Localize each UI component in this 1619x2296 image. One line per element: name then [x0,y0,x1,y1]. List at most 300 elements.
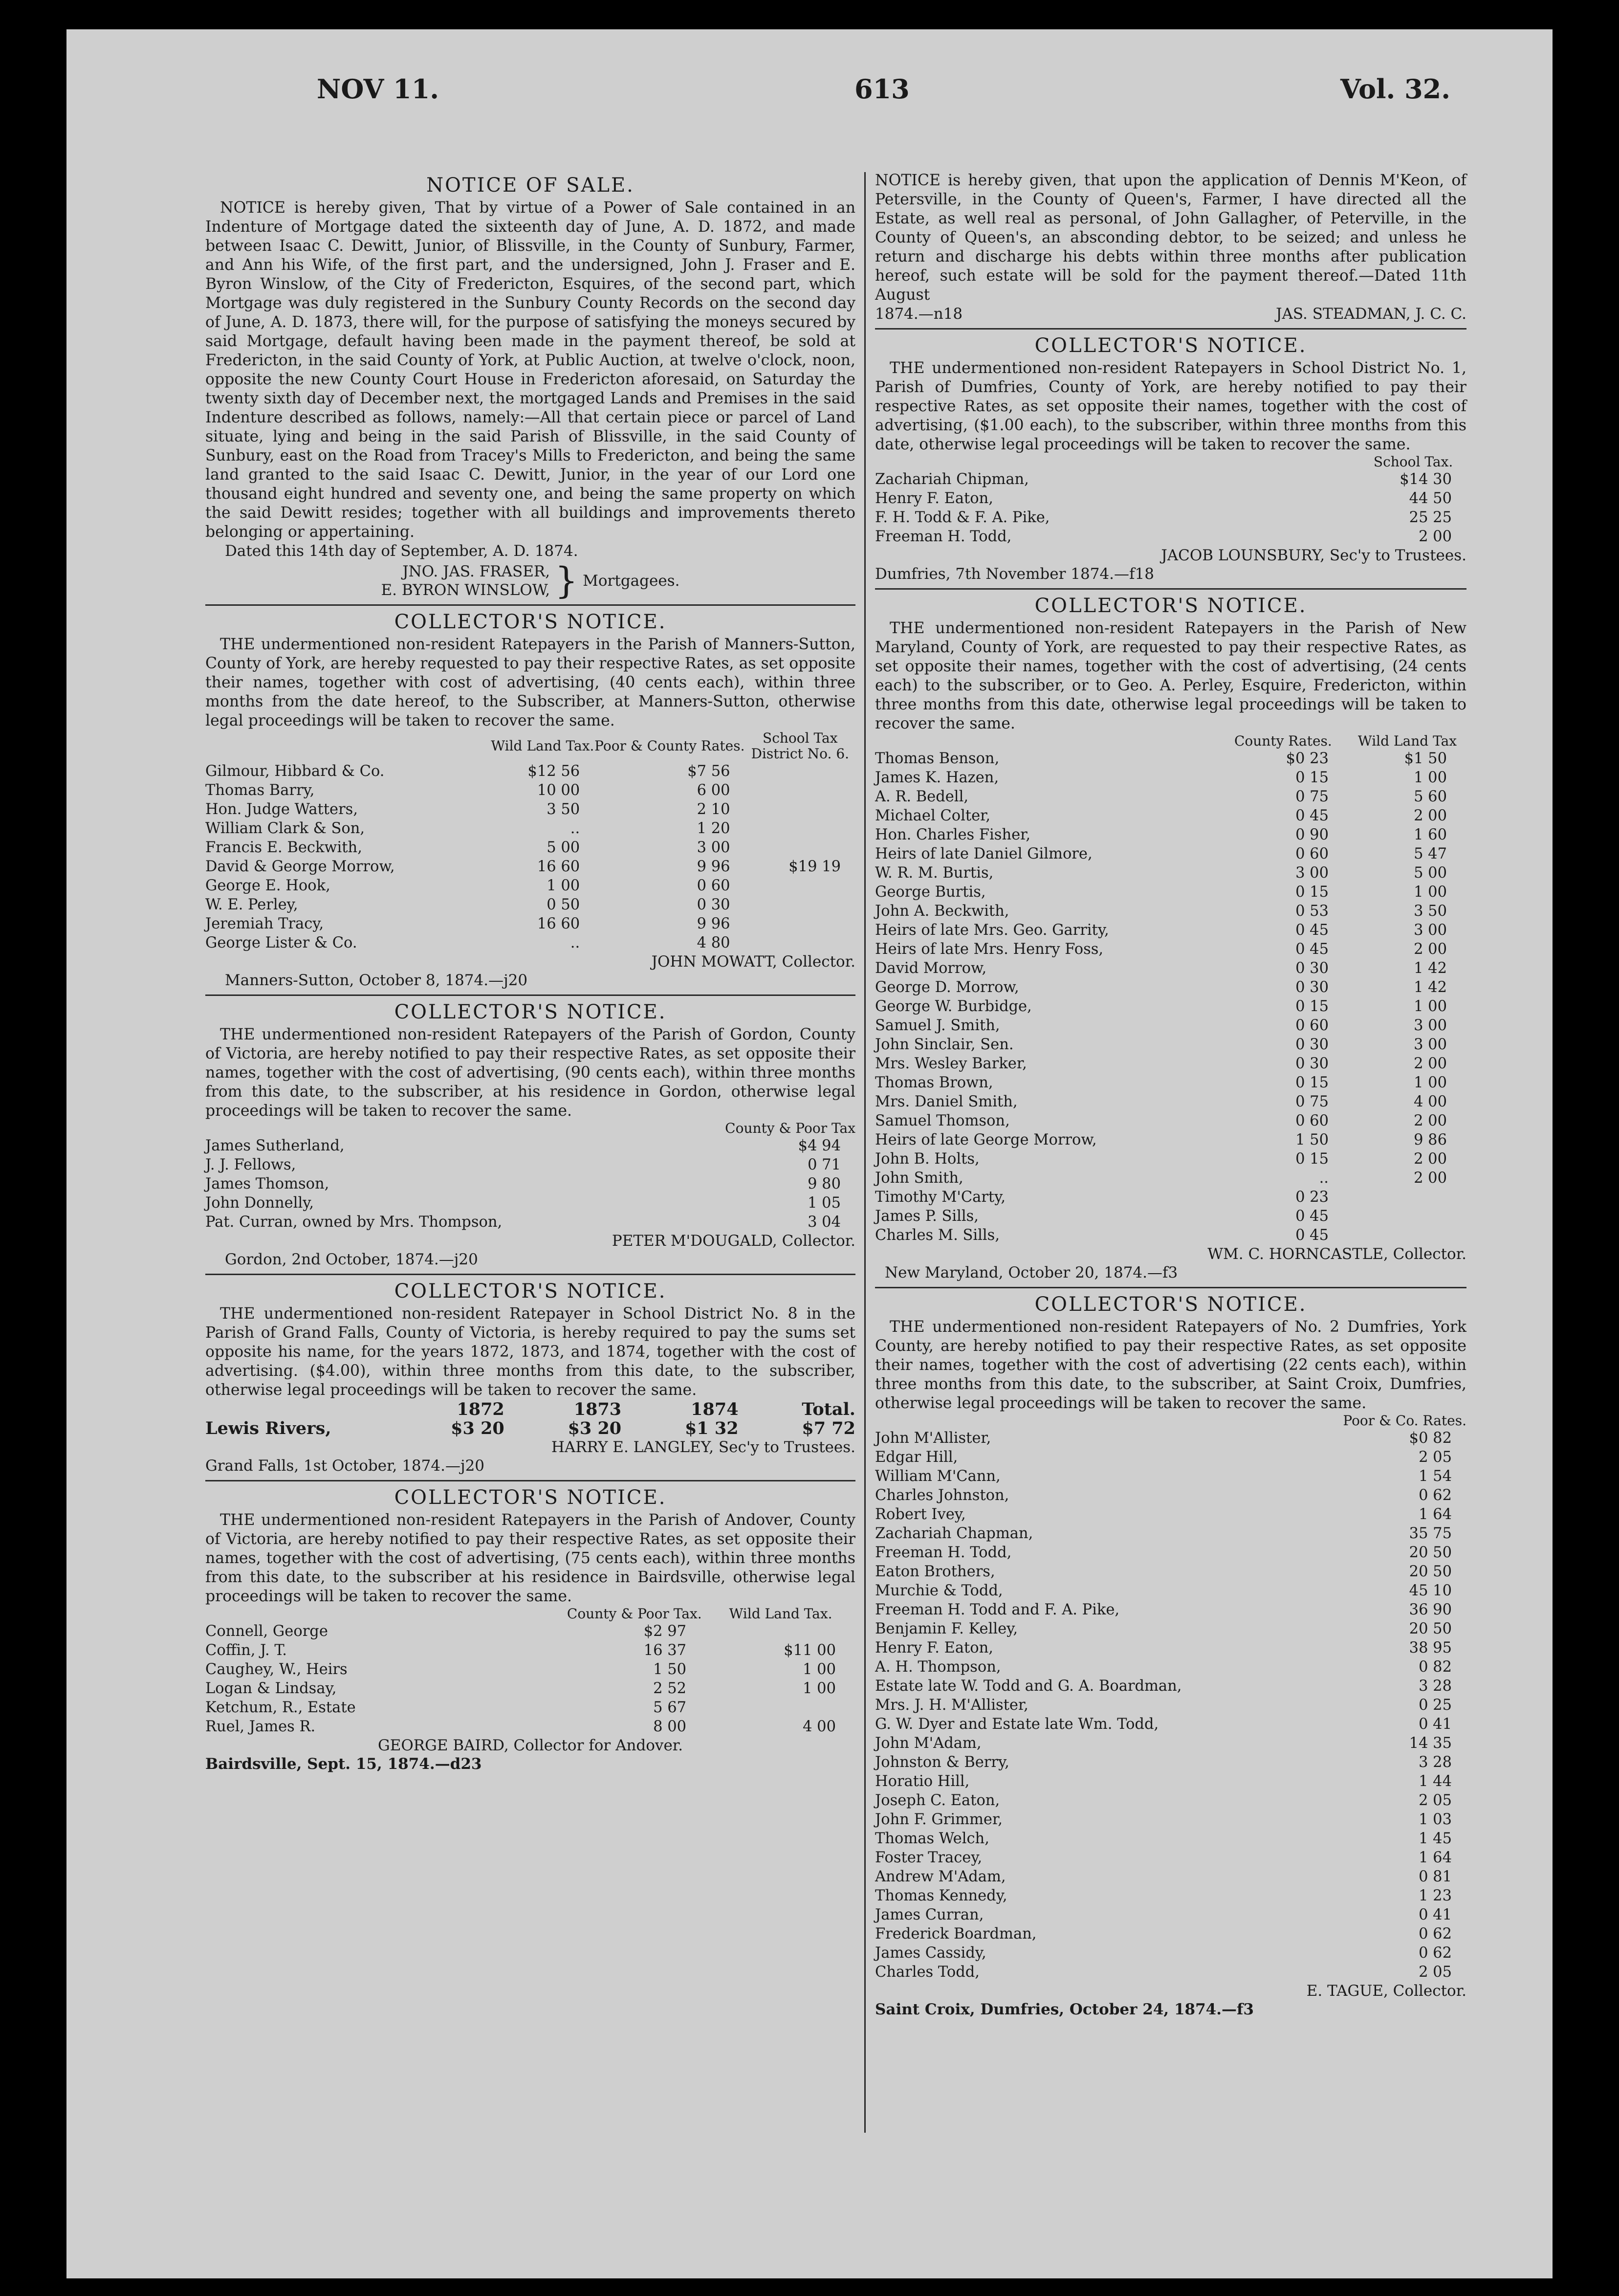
table-row [875,1111,1466,1130]
ratepayer-name: Mrs. Wesley Barker, [875,1055,1027,1072]
column-header: Wild Land Tax. [729,1606,832,1622]
amount: 3 00 [1414,1017,1447,1034]
ratepayer-name: Lewis Rivers, [205,1418,331,1438]
ratepayer-name: Charles M. Sills, [875,1227,1000,1244]
amount: 0 15 [1295,1074,1329,1091]
ratepayer-name: John B. Holts, [875,1150,980,1168]
ratepayer-name: Eaton Brothers, [875,1563,995,1580]
table-row [875,470,1466,489]
ratepayer-name: William Clark & Son, [205,820,365,837]
column-header: School Tax District No. 6. [751,730,850,762]
amount: 9 96 [697,858,730,875]
amount: 0 25 [1419,1697,1452,1714]
table-row [875,1581,1466,1600]
amount: 38 95 [1409,1639,1452,1656]
amount: $2 97 [643,1623,687,1640]
amount: 20 50 [1409,1563,1452,1580]
ratepayer-name: Ruel, James R. [205,1718,316,1735]
column-header: Wild Land Tax. [491,738,594,754]
notice-dateline: Bairdsville, Sept. 15, 1874.—d23 [205,1755,482,1773]
amount: 0 23 [1295,1189,1329,1206]
column-header: Poor & Co. Rates. [1343,1413,1466,1429]
mortgagee-name: E. BYRON WINSLOW, [381,581,550,599]
table-row [875,1600,1466,1619]
notice-body: NOTICE is hereby given, that upon the application of Dennis M'Keon, of Petersville, in the County of Queen's, Farmer, I have directed all the Estate, as well real as personal, of John Gallagher, of Peterville, in the County of Queen's, an absconding debtor, to be seized; and unless he return and discharge his debts within three months after publication hereof, such estate will be sold for the payment thereof.—Dated 11th August [875,172,1466,304]
table-row [205,781,855,800]
amount: 0 60 [697,877,730,894]
notice-dateline: Grand Falls, 1st October, 1874.—j20 [205,1457,485,1475]
ratepayer-name: James Sutherland, [205,1137,345,1154]
amount: 4 80 [697,934,730,951]
amount: 10 00 [537,782,580,799]
ratepayer-name: Coffin, J. T. [205,1642,287,1659]
amount: 3 00 [1295,864,1329,882]
amount: 0 41 [1419,1906,1452,1923]
table-row [875,1772,1466,1791]
table-row [875,1867,1466,1886]
section-rule [205,1274,855,1275]
column-divider [864,172,866,2133]
notice-title: COLLECTOR'S NOTICE. [394,1280,667,1303]
table-row [875,1448,1466,1467]
amount: 2 52 [653,1680,687,1697]
ratepayer-name: John Sinclair, Sen. [875,1036,1014,1053]
table-row [875,1505,1466,1524]
table-row [205,1622,855,1641]
notice-body: THE undermentioned non-resident Ratepayers of the Parish of Gordon, County of Victoria, are hereby notified to pay their respective Rates, as set opposite their names, together with the cost of advertising, (90 cents each), within three months from this date, to the subscriber, at his residence in Gordon, otherwise legal proceedings will be taken to recover the same. [205,1026,855,1120]
ratepayer-name: John M'Allister, [875,1430,991,1447]
amount: 0 30 [1295,1055,1329,1072]
amount: 0 45 [1295,922,1329,939]
ratepayer-name: James P. Sills, [875,1208,979,1225]
amount: 1 60 [1414,826,1447,843]
section-rule [205,994,855,996]
amount: 1 50 [653,1661,687,1678]
amount: 1 05 [808,1194,841,1212]
table-row [875,1188,1466,1207]
table-row [205,838,855,857]
notice-body: THE undermentioned non-resident Ratepayers in School District No. 1, Parish of Dumfries, County of York, are hereby notified to pay their respective Rates, as set opposite their names, together with the cost of advertising, ($1.00 each), to the subscriber, within three months from this date, otherwise legal proceedings will be taken to recover the same. [875,359,1466,453]
amount: 0 45 [1295,1208,1329,1225]
table-row [875,1467,1466,1486]
amount: 4 00 [1414,1093,1447,1110]
column-header: Poor & County Rates. [594,738,745,754]
notice-dateline: Manners-Sutton, October 8, 1874.—j20 [225,971,528,989]
ratepayer-name: Edgar Hill, [875,1449,958,1466]
table-row [875,1791,1466,1810]
amount: 25 25 [1409,509,1452,526]
table-row [875,527,1466,546]
absconding-debtor-notice [875,171,1466,323]
ratepayer-table [875,733,1466,1245]
amount [745,781,855,800]
amount: 0 90 [1295,826,1329,843]
amount: 2 00 [1414,1150,1447,1168]
ratepayer-name: James K. Hazen, [875,769,999,786]
amount: 1 64 [1419,1849,1452,1866]
volume-number: Vol. 32. [1340,73,1451,105]
notice-title: COLLECTOR'S NOTICE. [1034,334,1307,357]
table-row [875,1149,1466,1169]
ratepayer-name: David & George Morrow, [205,858,395,875]
notice-title: COLLECTOR'S NOTICE. [394,1001,667,1023]
ratepayer-name: Joseph C. Eaton, [875,1792,1000,1809]
amount: $14 30 [1400,471,1452,488]
section-rule [205,1480,855,1481]
notice-dateline: Gordon, 2nd October, 1874.—j20 [225,1251,478,1268]
ratepayer-name: Andrew M'Adam, [875,1868,1006,1885]
ratepayer-name: George D. Morrow, [875,979,1019,996]
section-rule [875,328,1466,330]
amount: 0 15 [1295,1150,1329,1168]
ratepayer-name: Mrs. Daniel Smith, [875,1093,1018,1110]
ratepayer-name: Heirs of late George Morrow, [875,1131,1097,1148]
ratepayer-name: A. R. Bedell, [875,788,969,805]
mortgagee-name: JNO. JAS. FRASER, [402,563,550,580]
amount: 0 45 [1295,1227,1329,1244]
ratepayer-name: John A. Beckwith, [875,903,1009,920]
amount: 2 05 [1419,1792,1452,1809]
amount [706,1698,855,1717]
ratepayer-name: Horatio Hill, [875,1773,970,1790]
table-row [875,1619,1466,1638]
table-row [875,1035,1466,1054]
ratepayer-name: Samuel J. Smith, [875,1017,1000,1034]
amount: 9 80 [808,1175,841,1192]
table-row [875,978,1466,997]
mortgagees-block [205,560,855,602]
table-row [205,933,855,952]
amount: 16 37 [643,1642,687,1659]
amount: 1 00 [803,1661,836,1678]
year-header: 1872 [457,1399,504,1419]
page-number: 613 [854,73,910,105]
collector-signature: WM. C. HORNCASTLE, Collector. [1207,1245,1466,1263]
ratepayer-name: W. E. Perley, [205,896,298,913]
ratepayer-table [205,1606,855,1736]
ratepayer-table [875,1413,1466,1982]
amount: 0 62 [1419,1925,1452,1943]
collector-notice-new-maryland [875,595,1466,1282]
amount: 36 90 [1409,1601,1452,1618]
amount: 0 30 [697,896,730,913]
amount: $4 94 [798,1137,841,1154]
notice-title: COLLECTOR'S NOTICE. [1034,1293,1307,1316]
ratepayer-name: Benjamin F. Kelley, [875,1620,1018,1637]
amount: 9 96 [697,915,730,932]
table-row [875,1657,1466,1677]
table-row [875,921,1466,940]
amount [745,914,855,933]
table-row [875,1524,1466,1543]
collector-signature: JACOB LOUNSBURY, Sec'y to Trustees. [1161,547,1466,564]
table-row [875,1169,1466,1188]
table-row [205,762,855,781]
amount: 2 00 [1419,528,1452,545]
amount: 5 47 [1414,845,1447,862]
table-row [875,940,1466,959]
amount: 0 50 [547,896,580,913]
notice-title: NOTICE OF SALE. [426,174,634,197]
column-header: County & Poor Tax. [567,1606,702,1622]
notice-dateline: 1874.—n18 [875,305,963,323]
amount: 0 15 [1295,769,1329,786]
ratepayer-name: G. W. Dyer and Estate late Wm. Todd, [875,1716,1159,1733]
year-table [205,1400,855,1438]
collector-signature: HARRY E. LANGLEY, Sec'y to Trustees. [551,1438,855,1456]
amount: 2 00 [1414,807,1447,824]
table-row [875,959,1466,978]
amount: $19 19 [788,858,841,875]
ratepayer-name: Freeman H. Todd, [875,528,1012,545]
ratepayer-name: George E. Hook, [205,877,330,894]
table-row [875,1905,1466,1924]
amount: 0 45 [1295,807,1329,824]
column-header: County Rates. [1234,733,1332,749]
amount: 0 82 [1419,1658,1452,1676]
table-row [205,1174,855,1193]
table-row [205,914,855,933]
amount: 45 10 [1409,1582,1452,1599]
amount: 20 50 [1409,1544,1452,1561]
ratepayer-name: Charles Todd, [875,1964,980,1981]
column-header: County & Poor Tax [725,1120,855,1136]
ratepayer-name: Connell, George [205,1623,328,1640]
table-row [205,895,855,914]
amount: 0 15 [1295,998,1329,1015]
amount: 3 50 [1414,903,1447,920]
amount [1348,1226,1466,1245]
table-row [205,819,855,838]
ratepayer-name: Henry F. Eaton, [875,490,994,507]
amount [745,895,855,914]
amount: 0 62 [1419,1944,1452,1962]
amount: 3 04 [808,1214,841,1231]
amount: 1 00 [1414,769,1447,786]
notice-body: THE undermentioned non-resident Ratepayers in the Parish of Manners-Sutton, County of York, are hereby requested to pay their respective Rates, as set opposite their names, together with cost of advertising, (40 cents each), within three months from the date hereof, to the Subscriber, at Manners-Sutton, otherwise legal proceedings will be taken to recover the same. [205,636,855,729]
ratepayer-name: A. H. Thompson, [875,1658,1001,1676]
table-row [875,1734,1466,1753]
amount: $1 32 [684,1418,739,1438]
ratepayer-name: Logan & Lindsay, [205,1680,337,1697]
ratepayer-name: Michael Colter, [875,807,991,824]
table-row [875,844,1466,863]
table-row [205,876,855,895]
amount: 2 00 [1414,1112,1447,1129]
ratepayer-name: Heirs of late Mrs. Henry Foss, [875,941,1104,958]
table-row [205,1660,855,1679]
table-row [205,1717,855,1736]
ratepayer-name: Johnston & Berry, [875,1754,1009,1771]
amount: $3 20 [568,1418,622,1438]
amount: 0 60 [1295,1017,1329,1034]
ratepayer-name: Frederick Boardman, [875,1925,1037,1943]
amount: 1 42 [1414,979,1447,996]
table-row [875,1226,1466,1245]
amount: .. [570,820,580,837]
ratepayer-name: Caughey, W., Heirs [205,1661,348,1678]
amount: $0 82 [1409,1430,1452,1447]
table-row [875,1562,1466,1581]
ratepayer-name: Ketchum, R., Estate [205,1699,356,1716]
amount: 2 10 [697,801,730,818]
ratepayer-name: David Morrow, [875,960,987,977]
amount: 0 30 [1295,960,1329,977]
notice-of-sale [205,174,855,602]
amount: 0 30 [1295,979,1329,996]
amount: 1 42 [1414,960,1447,977]
amount: 9 86 [1414,1131,1447,1148]
table-row [875,768,1466,787]
amount: 44 50 [1409,490,1452,507]
ratepayer-name: Freeman H. Todd and F. A. Pike, [875,1601,1120,1618]
amount: 1 45 [1419,1830,1452,1847]
notice-body: THE undermentioned non-resident Ratepayers of No. 2 Dumfries, York County, are hereby notified to pay their respective Rates, as set opposite their names, together with the cost of advertising (22 cents each), within three months from this date, to the subscriber, at Saint Croix, Dumfries, otherwise legal proceedings will be taken to recover the same. [875,1318,1466,1412]
amount: 0 71 [808,1156,841,1173]
amount: 1 23 [1419,1887,1452,1904]
ratepayer-name: Zachariah Chapman, [875,1525,1033,1542]
collector-notice-manners-sutton [205,611,855,990]
table-row [205,1193,855,1213]
ratepayer-name: James Thomson, [205,1175,329,1192]
table-row [205,1679,855,1698]
table-row [875,1073,1466,1092]
ratepayer-name: John Smith, [875,1170,963,1187]
amount [745,800,855,819]
judge-signature: JAS. STEADMAN, J. C. C. [1276,305,1466,323]
ratepayer-name: Zachariah Chipman, [875,471,1029,488]
ratepayer-name: George W. Burbidge, [875,998,1032,1015]
amount: 0 62 [1419,1487,1452,1504]
year-header: 1873 [573,1399,622,1419]
amount: 0 75 [1295,1093,1329,1110]
table-row [875,1924,1466,1943]
ratepayer-name: Pat. Curran, owned by Mrs. Thompson, [205,1214,503,1231]
amount: $1 50 [1404,750,1447,767]
ratepayer-name: Henry F. Eaton, [875,1639,994,1656]
amount: 1 00 [803,1680,836,1697]
table-row [875,1638,1466,1657]
issue-date: NOV 11. [317,73,439,105]
amount: 2 00 [1414,1055,1447,1072]
notice-body: NOTICE is hereby given, That by virtue of a Power of Sale contained in an Indenture of Mortgage dated the sixteenth day of June, A. D. 1872, and made between Isaac C. Dewitt, Junior, of Blissville, in the County of Sunbury, Farmer, and Ann his Wife, of the first part, and the undersigned, John J. Fraser and E. Byron Winslow, of the City of Fredericton, Esquires, of the second part, which Mortgage was duly registered in the Sunbury County Records on the second day of June, A. D. 1873, there will, for the purpose of satisfying the moneys secured by said Mortgage, default having been made in the payment thereof, be sold at Fredericton, in the said County of York, at Public Auction, at twelve o'clock, noon, opposite the new County Court House in Fredericton aforesaid, on Saturday the twenty sixth day of December next, the mortgaged Lands and Premises in the said Indenture described as follows, namely:—All that certain piece or parcel of Land situate, lying and being in the said Parish of Blissville, in the said County of Sunbury, east on the Road from Tracey's Mills to Fredericton, and being the same land granted to the said Isaac C. Dewitt, Junior, in the year of our Lord one thousand eight hundred and seventy one, and being the same property on which the said Dewitt resides; together with all buildings and improvements thereto belonging or appertaining. [205,199,855,541]
amount: $11 00 [784,1642,836,1659]
section-rule [875,1287,1466,1288]
ratepayer-name: John F. Grimmer, [875,1811,1003,1828]
collector-notice-gordon [205,1001,855,1269]
amount: 0 53 [1295,903,1329,920]
amount [1348,1207,1466,1226]
table-row [875,902,1466,921]
ratepayer-name: George Lister & Co. [205,934,357,951]
amount: 3 28 [1419,1678,1452,1695]
table-row [875,1677,1466,1696]
amount: 1 00 [1414,998,1447,1015]
amount: 1 50 [1295,1131,1329,1148]
table-row [875,1543,1466,1562]
collector-notice-andover [205,1486,855,1773]
amount: 16 60 [537,915,580,932]
ratepayer-name: Gilmour, Hibbard & Co. [205,763,385,780]
ratepayer-name: William M'Cann, [875,1468,1001,1485]
ratepayer-name: Robert Ivey, [875,1506,966,1523]
amount: 1 03 [1419,1811,1452,1828]
amount: 2 00 [1414,941,1447,958]
year-header: 1874 [691,1399,739,1419]
mortgagees-label: Mortgagees. [583,572,680,590]
ratepayer-name: Thomas Welch, [875,1830,989,1847]
ratepayer-name: Freeman H. Todd, [875,1544,1012,1561]
ratepayer-name: John M'Adam, [875,1735,982,1752]
brace-glyph: } [555,560,578,602]
amount: 5 60 [1414,788,1447,805]
ratepayer-name: Thomas Kennedy, [875,1887,1007,1904]
table-row [875,1054,1466,1073]
table-row [875,883,1466,902]
table-row [875,1696,1466,1715]
ratepayer-name: Timothy M'Carty, [875,1189,1006,1206]
amount: 1 00 [1414,1074,1447,1091]
ratepayer-name: Estate late W. Todd and G. A. Boardman, [875,1678,1182,1695]
collector-notice-dumfries-1 [875,334,1466,583]
amount: 1 00 [547,877,580,894]
table-row [875,806,1466,825]
amount: 5 67 [653,1699,687,1716]
table-row [875,1486,1466,1505]
amount [745,762,855,781]
amount: 1 64 [1419,1506,1452,1523]
amount [706,1622,855,1641]
ratepayer-table [205,1121,855,1232]
amount: 35 75 [1409,1525,1452,1542]
right-column [875,171,1466,2019]
amount: 5 00 [1414,864,1447,882]
table-row [875,997,1466,1016]
amount: 14 35 [1409,1735,1452,1752]
notice-body: THE undermentioned non-resident Ratepayers in the Parish of Andover, County of Victoria, are hereby notified to pay their respective Rates, as set opposite their names, together with the cost of advertising, (75 cents each), within three months from this date, to the subscriber at his residence in Bairdsville, otherwise legal proceedings will be taken to recover the same. [205,1511,855,1605]
table-row [875,508,1466,527]
table-row [875,1715,1466,1734]
ratepayer-name: Hon. Charles Fisher, [875,826,1031,843]
amount: $0 23 [1286,750,1329,767]
table-row [875,1848,1466,1867]
table-row [875,1016,1466,1035]
table-row [875,749,1466,768]
column-header: School Tax. [1373,454,1453,470]
table-row [875,863,1466,883]
amount [745,933,855,952]
ratepayer-name: Jeremiah Tracy, [205,915,324,932]
table-row [875,1130,1466,1149]
ratepayer-name: W. R. M. Burtis, [875,864,994,882]
ratepayer-name: J. J. Fellows, [205,1156,296,1173]
table-row [875,1810,1466,1829]
table-row [205,1136,855,1155]
ratepayer-table [875,454,1466,546]
ratepayer-name: Thomas Brown, [875,1074,993,1091]
amount: 1 44 [1419,1773,1452,1790]
ratepayer-name: Samuel Thomson, [875,1112,1010,1129]
notice-body: THE undermentioned non-resident Ratepayers in the Parish of New Maryland, County of York, are requested to pay their respective Rates, as set opposite their names, together with the cost of advertising, (24 cents each) to the subscriber, or to Geo. A. Perley, Esquire, Fredericton, within three months from this date, otherwise legal proceedings will be taken to recover the same. [875,619,1466,732]
amount: 3 00 [1414,922,1447,939]
ratepayer-name: Mrs. J. H. M'Allister, [875,1697,1028,1714]
ratepayer-name: James Cassidy, [875,1944,986,1962]
amount: 2 05 [1419,1449,1452,1466]
amount: 2 00 [1414,1170,1447,1187]
ratepayer-name: Murchie & Todd, [875,1582,1003,1599]
amount: 4 00 [803,1718,836,1735]
amount: .. [570,934,580,951]
